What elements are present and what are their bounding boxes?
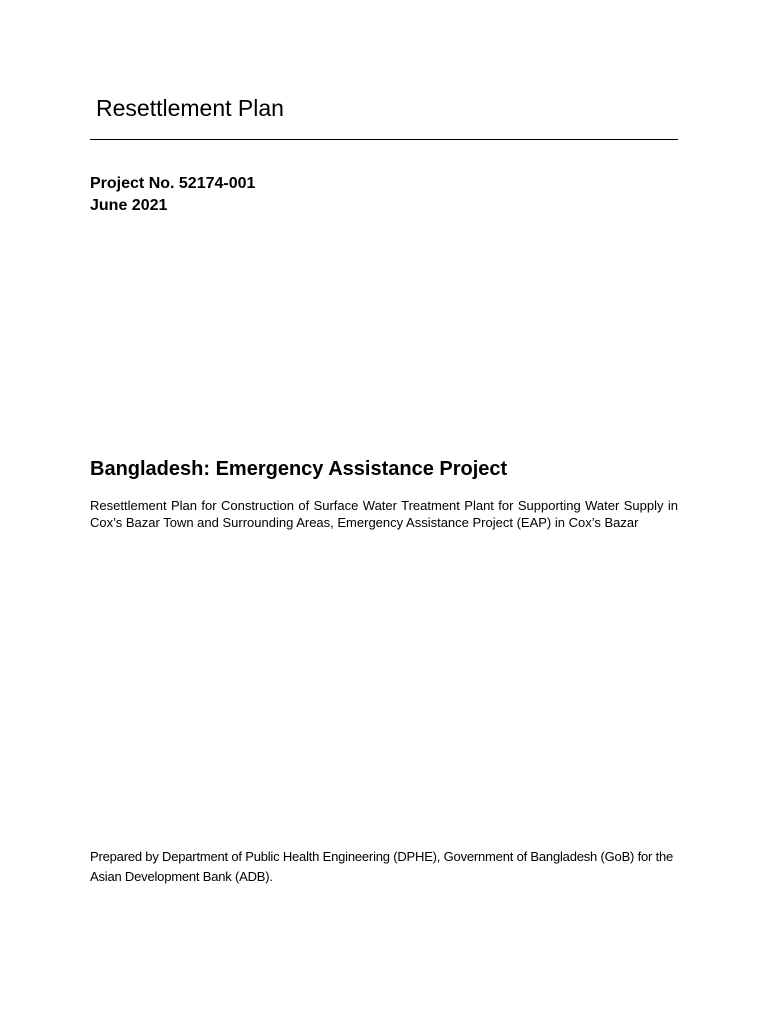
prepared-by-statement: Prepared by Department of Public Health Engineering (DPHE), Government of Bangladesh (GoB) for the Asian Development Bank (ADB). [90, 849, 674, 884]
document-summary: Resettlement Plan for Construction of Surface Water Treatment Plant for Supporting Water Supply in Cox’s Bazar Town and Surrounding Areas, Emergency Assistance Project (EAP) in Cox’s Bazar [90, 498, 678, 530]
project-meta [90, 173, 255, 217]
document-title: Resettlement Plan [96, 95, 284, 121]
country-project-heading: Bangladesh: Emergency Assistance Project [90, 458, 508, 480]
title-divider [90, 139, 678, 140]
project-number: Project No. 52174-001 [90, 175, 256, 192]
document-date: June 2021 [90, 197, 168, 214]
